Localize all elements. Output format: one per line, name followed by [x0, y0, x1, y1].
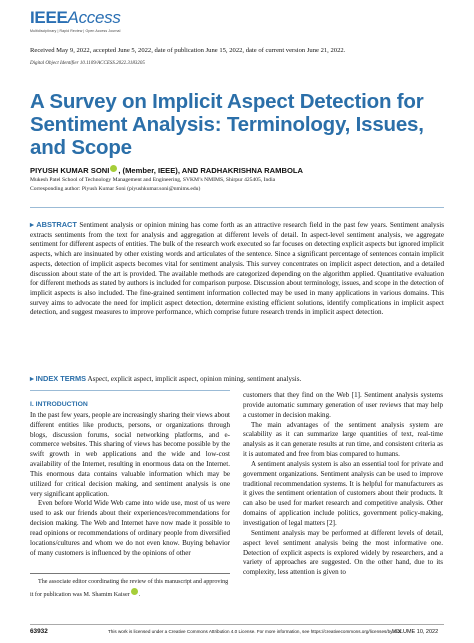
paper-title: A Survey on Implicit Aspect Detection for Sentiment Analysis: Terminology, Issues, and Scope — [30, 90, 424, 159]
paragraph: customers that they find on the Web [1]. Sentiment analysis systems provide automatic summary generation of user reviews that may help a customer in decision making. — [243, 391, 443, 419]
corresponding-author: Corresponding author: Piyush Kumar Soni (piyushkumar.soni@nmims.edu) — [30, 186, 201, 192]
license-notice[interactable]: This work is licensed under a Creative Commons Attribution 4.0 License. For more information, see https://creativecommons.org/licenses/by/4.0/ — [108, 629, 402, 634]
left-column — [30, 400, 230, 559]
abstract: ▸ ABSTRACT Sentiment analysis or opinion mining has come forth as an attractive research field in the past few years. Sentiment analysis extracts sentiments from the text for analysis and aggregation at different levels of detail. In aspect-level sentiment analysis, we aggregate sentiment for different aspects of entities. The bulk of the research work executed so far focuses on detecting explicit aspects but ignored implicit aspects, which are insinuated by other existing words and articulates of the sentence. Since a significant percentage of sentences contain implicit aspects, detection of implicit aspects becomes vital for sentiment analysis. This survey concentrates on implicit aspect detection, and a detailed discussion about state of the art is provided. The available methods are categorized depending on the algorithm applied. Quantitative evaluation for different methods as stated by authors is included for comparison purpose. Discussion about terminology, issues, and scope in the detection of implicit aspects is also included. The fine-grained sentiment information collected may be used in many applications in various domains. This survey aims to advocate the need for implicit aspect detection, determine existing efficient solutions, identify complications in implicit aspect detection, and suggest measures to improve performance, which comprise future research trends in implicit aspect detection. — [30, 220, 444, 317]
footnote: The associate editor coordinating the review of this manuscript and approving it for publication was M. Shamim Kaiser . — [30, 579, 229, 598]
right-column — [243, 391, 443, 578]
volume: VOLUME 10, 2022 — [392, 629, 439, 635]
divider — [30, 390, 230, 391]
footnote-rule — [30, 573, 230, 574]
paragraph: Even before World Wide Web came into wide use, most of us were used to ask our friends about their experiences/recommendations for decision making. The Web and Internet have now made it possible to read opinions or recommendations of ordinary people from diversified locations/cultures and whom we do not even know. Buying behavior of many customers is influenced by the opinions of other — [30, 499, 230, 557]
paragraph: In the past few years, people are increasingly sharing their views about different entities like products, persons, or organizations through blogs, discussion forums, social networking platforms, and e-commerce websites. This sharing of views has become possible by the swift growth in web applications and the wide and low-cost availability of the Internet, resulting in enormous data on the Internet. This enormous data contains valuable information which may be utilized for critical decision making, and sentiment analysis is one very significant application. — [30, 410, 230, 498]
section-heading: I. INTRODUCTION — [30, 401, 88, 408]
page-number: 63932 — [30, 628, 48, 635]
section-marker-icon: ▸ — [30, 220, 34, 229]
doi: Digital Object Identifier 10.1109/ACCESS.2022.3183205 — [30, 61, 145, 66]
orcid-icon[interactable] — [131, 588, 138, 595]
journal-logo: IEEEAccess — [30, 8, 121, 27]
paragraph: The main advantages of the sentiment analysis system are scalability as it can summarize large quantities of text, real-time analysis as it can generate results at run time, and consistent criteria as it is automated and free from bias compared to humans. — [243, 420, 443, 459]
orcid-icon[interactable] — [110, 165, 117, 172]
paragraph: A sentiment analysis system is also an essential tool for private and government organizations. Sentiment analysis can be used to improve traditional recommendation systems. It is helpful for manufacturers as it gives the sentiment orientation of customers about their products. It can also be used for market research and competitive analysis. Other domains of application include politics, government policy-making, investigation of legal matters [2]. — [243, 459, 443, 527]
footer-rule — [30, 624, 444, 625]
index-terms: ▸ INDEX TERMS Aspect, explicit aspect, implicit aspect, opinion mining, sentiment analysis. — [30, 374, 302, 383]
section-marker-icon: ▸ — [30, 374, 34, 383]
authors: PIYUSH KUMAR SONI , (Member, IEEE), AND RADHAKRISHNA RAMBOLA — [30, 166, 303, 175]
journal-tagline: Multidisciplinary | Rapid Review | Open Access Journal — [30, 29, 121, 33]
divider — [30, 207, 444, 208]
affiliation: Mukesh Patel School of Technology Management and Engineering, SVKM’s NMIMS, Shirpur 425405, India — [30, 177, 276, 183]
received-dates: Received May 9, 2022, accepted June 5, 2022, date of publication June 15, 2022, date of current version June 21, 2022. — [30, 47, 346, 54]
paragraph: Sentiment analysis may be performed at different levels of detail, aspect level sentiment analysis being the most informative one. Detection of explicit aspects is explored widely by researchers, and a variety of approaches are suggested. On the other hand, due to its complexity, less attention is given to — [243, 528, 443, 577]
